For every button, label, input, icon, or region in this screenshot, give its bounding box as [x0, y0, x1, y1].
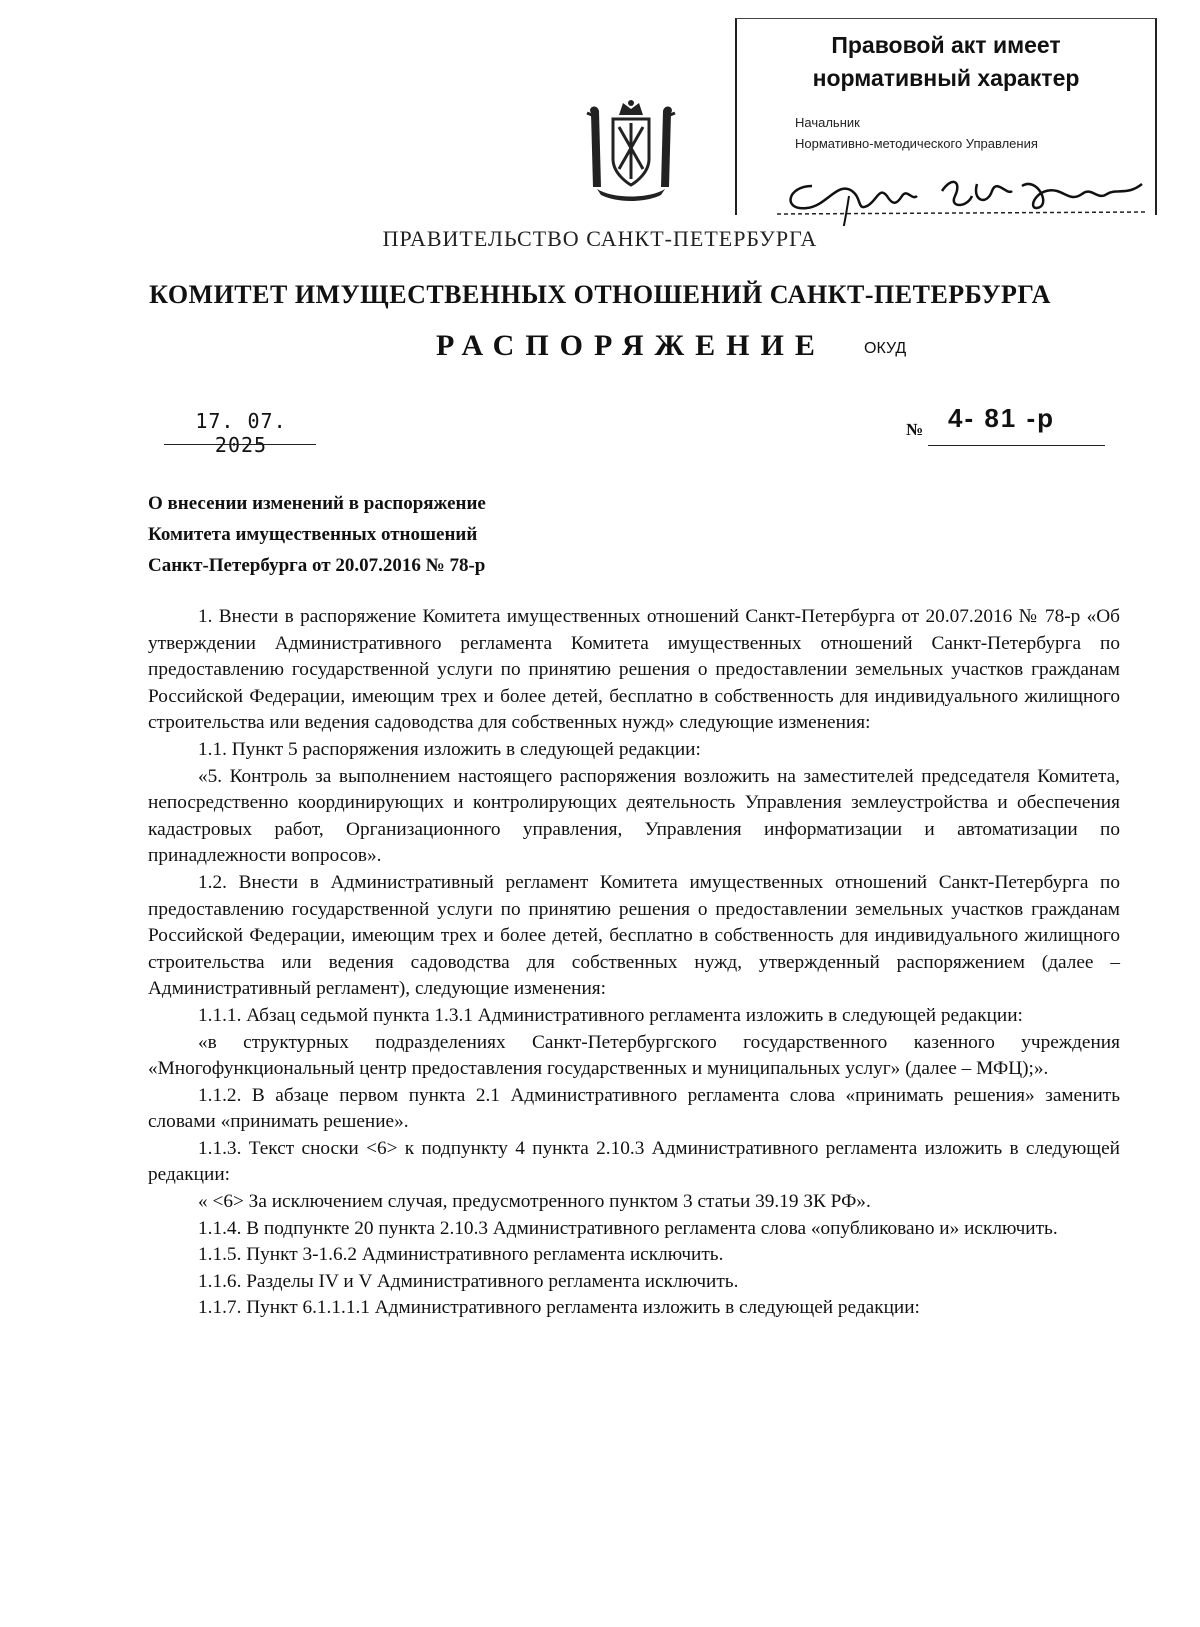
okud-label: ОКУД: [864, 340, 907, 357]
paragraph: 1.1.3. Текст сноски <6> к подпункту 4 пункта 2.10.3 Административного регламента изложить в следующей редакции:: [148, 1137, 1120, 1186]
paragraph: 1.1.6. Разделы IV и V Административного регламента исключить.: [198, 1270, 739, 1292]
signature-image: [767, 166, 1147, 226]
paragraph: « <6> За исключением случая, предусмотренного пунктом 3 статьи 39.19 ЗК РФ».: [198, 1191, 871, 1213]
paragraph: 1.1.7. Пункт 6.1.1.1.1 Административного регламента изложить в следующей редакции:: [198, 1297, 920, 1319]
document-type: РАСПОРЯЖЕНИЕ: [436, 329, 826, 362]
paragraph: 1.1. Пункт 5 распоряжения изложить в следующей редакции:: [198, 738, 701, 760]
stamp-line-1: Правовой акт имеет: [831, 32, 1061, 58]
date-underline: [164, 444, 316, 445]
stamp-line-2: нормативный характер: [812, 65, 1080, 91]
normative-act-stamp: [735, 18, 1157, 215]
document-number: 4- 81 -р: [948, 403, 1056, 433]
st-petersburg-coat-of-arms-icon: [583, 97, 679, 205]
paragraph: 1. Внести в распоряжение Комитета имущественных отношений Санкт-Петербурга от 20.07.2016 № 78-р «Об утверждении Административного регламента Комитета имущественных отношений Санкт-Петербурга по предоставлению государственной услуги по принятию решения о предоставлении земельных участков гражданам Российской Федерации, имеющим трех и более детей, бесплатно в собственность для индивидуального жилищного строительства или ведения садоводства для собственных нужд» следующие изменения:: [148, 606, 1120, 734]
document-date: 17. 07. 2025: [195, 409, 287, 457]
document-subject: [148, 488, 748, 581]
stamp-role-1: Начальник: [795, 115, 860, 130]
stamp-title: [737, 29, 1155, 95]
subject-line-3: Санкт-Петербурга от 20.07.2016 № 78-р: [148, 555, 486, 576]
stamp-role-2: Нормативно-методического Управления: [795, 136, 1038, 151]
number-underline: [928, 445, 1105, 446]
committee-title: КОМИТЕТ ИМУЩЕСТВЕННЫХ ОТНОШЕНИЙ САНКТ-ПЕТЕРБУРГА: [149, 280, 1051, 309]
paragraph: 1.1.2. В абзаце первом пункта 2.1 Административного регламента слова «принимать решения» заменить словами «принимать решение».: [148, 1084, 1120, 1133]
paragraph: 1.1.4. В подпункте 20 пункта 2.10.3 Административного регламента слова «опубликовано и» исключить.: [198, 1217, 1058, 1239]
number-prefix: №: [906, 420, 924, 439]
subject-line-2: Комитета имущественных отношений: [148, 524, 478, 545]
paragraph: 1.1.1. Абзац седьмой пункта 1.3.1 Административного регламента изложить в следующей редакции:: [198, 1004, 1023, 1026]
paragraph: 1.2. Внести в Административный регламент Комитета имущественных отношений Санкт-Петербурга по предоставлению государственной услуги по принятию решения о предоставлении земельных участков гражданам Российской Федерации, имеющим трех и более детей, бесплатно в собственность для индивидуального жилищного строительства или ведения садоводства для собственных нужд, утвержденный распоряжением (далее – Административный регламент), следующие изменения:: [148, 871, 1120, 1000]
subject-line-1: О внесении изменений в распоряжение: [148, 493, 486, 514]
paragraph: «5. Контроль за выполнением настоящего распоряжения возложить на заместителей председателя Комитета, непосредственно координирующих и контролирующих деятельность Управления землеустройства и обеспечения кадастровых работ, Организационного управления, Управления информатизации и автоматизации по принадлежности вопросов».: [148, 765, 1120, 867]
paragraph: «в структурных подразделениях Санкт-Петербургского государственного казенного учреждения «Многофункциональный центр предоставления государственных и муниципальных услуг» (далее – МФЦ);».: [148, 1031, 1120, 1080]
paragraph: 1.1.5. Пункт 3-1.6.2 Административного регламента исключить.: [198, 1244, 724, 1266]
government-title: ПРАВИТЕЛЬСТВО САНКТ-ПЕТЕРБУРГА: [382, 226, 818, 251]
document-body: [148, 604, 1120, 1322]
